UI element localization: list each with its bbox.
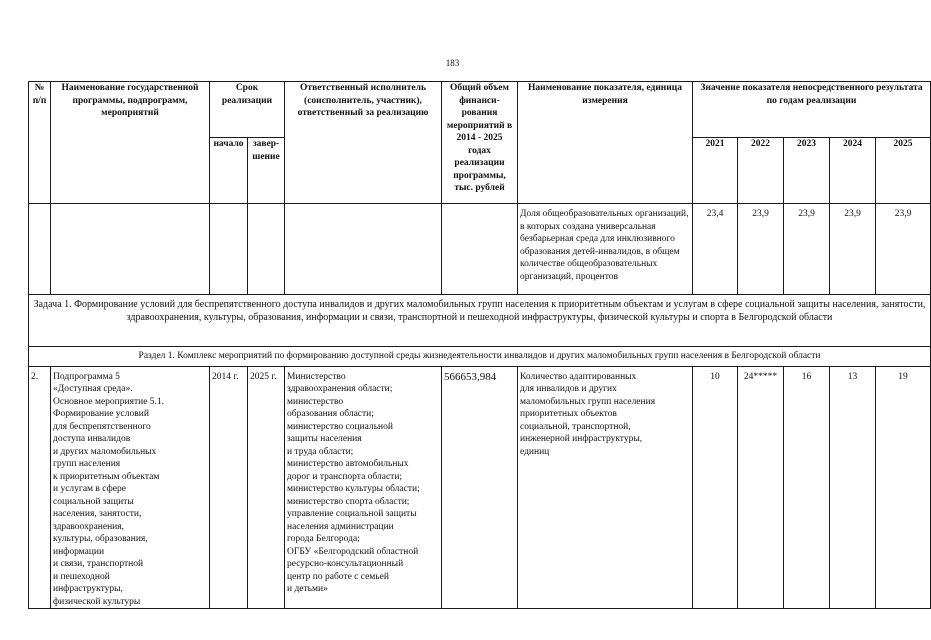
indicator-cell: Доля общеобразовательных организаций, в которых создана универсальная безбарьерная среда для инклюзивного образования детей-инвалидов, в общем количестве общеобразовательных организаций, процентов (518, 204, 693, 295)
header-executor: Ответственный исполнитель (соисполнитель, участник), ответственный за реализацию (285, 82, 442, 204)
empty-cell (248, 204, 285, 295)
empty-cell (285, 204, 442, 295)
executor-line: здравоохранения области; (287, 384, 393, 394)
measure-name-line: Подпрограмма 5 (53, 371, 120, 382)
executor-line: и труда области; (287, 446, 354, 457)
executor-line: министерство автомобильных (287, 459, 409, 469)
executor-line: министерство социальной (287, 421, 393, 432)
table-row (29, 204, 931, 295)
value-cell: 23,9 (830, 204, 876, 295)
header-row-1 (29, 82, 931, 138)
value-cell: 19 (876, 366, 931, 609)
executor-line: защиты населения (287, 434, 362, 444)
measure-name-line: и услугам в сфере (53, 484, 126, 494)
indicator-line: Количество адаптированных (520, 371, 637, 382)
indicator-cell (518, 366, 693, 609)
value-cell: 10 (693, 366, 738, 609)
empty-cell (51, 204, 210, 295)
value-cell: 23,9 (738, 204, 784, 295)
start-year-cell: 2014 г. (210, 366, 248, 609)
header-year: 2025 (876, 138, 931, 204)
measure-name-line: доступа инвалидов (53, 434, 131, 444)
header-name: Наименование государственной программы, подпрограмм, мероприятий (51, 82, 210, 204)
value-cell: 13 (830, 366, 876, 609)
executor-line: Министерство (287, 371, 346, 382)
header-end: завер-шение (248, 138, 285, 204)
measure-name-line: и связи, транспортной (53, 559, 144, 569)
section-heading: Раздел 1. Комплекс мероприятий по формированию доступной среды жизнедеятельности инвалидов и других маломобильных групп населения в Белгородской области (29, 347, 931, 367)
end-year-cell: 2025 г. (248, 366, 285, 609)
measure-name-line: и пешеходной (53, 571, 110, 582)
measure-name-cell (51, 366, 210, 609)
measure-name-line: культуры, образования, (53, 534, 148, 544)
measure-name-line: Формирование условий (53, 409, 149, 419)
table-row (29, 366, 931, 609)
value-cell: 23,9 (784, 204, 830, 295)
measure-name-line: к приоритетным объектам (53, 471, 160, 482)
measure-name-line: населения, занятости, (53, 509, 142, 519)
header-year: 2024 (830, 138, 876, 204)
page-number: 183 (445, 58, 460, 68)
indicator-line: для инвалидов и других (520, 384, 617, 394)
executor-line: города Белгорода; (287, 534, 360, 544)
section-row (29, 347, 931, 367)
task-row (29, 295, 931, 347)
measure-name-line: и других маломобильных (53, 446, 157, 457)
indicator-line: социальной, транспортной, (520, 421, 631, 432)
measure-name-line: групп населения (53, 459, 121, 469)
value-cell: 24***** (738, 366, 784, 609)
executor-line: образования области; (287, 409, 374, 419)
value-cell: 23,9 (876, 204, 931, 295)
indicator-line: маломобильных групп населения (520, 396, 656, 407)
volume-cell: 566653,984 (442, 366, 518, 609)
measure-name-line: физической культуры (53, 596, 141, 607)
executor-line: министерство (287, 396, 344, 407)
executor-line: центр по работе с семьей (287, 571, 389, 582)
executor-line: дорог и транспорта области; (287, 471, 403, 482)
empty-cell (29, 204, 51, 295)
executor-line: и детьми» (287, 584, 328, 594)
empty-cell (210, 204, 248, 295)
task-heading: Задача 1. Формирование условий для беспрепятственного доступа инвалидов и других маломобильных групп населения к приоритетным объектам и услугам в сфере социальной защиты населения, занятости, здравоохранения, культуры, образования, информации и связи, транспортной и пешеходной инфраструктуры, физической культуры и спорта в Белгородской области (29, 295, 931, 347)
executor-line: ОГБУ «Белгородский областной (287, 546, 419, 557)
measure-name-line: инфраструктуры, (53, 584, 123, 594)
header-year: 2022 (738, 138, 784, 204)
indicator-line: приоритетных объектов (520, 409, 617, 419)
measure-name-line: социальной защиты (53, 496, 134, 507)
measure-name-line: информации (53, 546, 105, 557)
indicator-line: единиц (520, 446, 550, 457)
executor-line: управление социальной защиты (287, 509, 417, 519)
header-indicator: Наименование показателя, единица измерения (518, 82, 693, 204)
measure-name-line: Основное мероприятие 5.1. (53, 396, 165, 407)
header-start: начало (210, 138, 248, 204)
empty-cell (442, 204, 518, 295)
header-year: 2023 (784, 138, 830, 204)
executor-line: ресурсно-консультационный (287, 559, 404, 569)
measure-name-line: «Доступная среда». (53, 384, 133, 394)
executor-cell (285, 366, 442, 609)
executor-line: населения администрации (287, 521, 394, 532)
program-table (28, 81, 931, 609)
header-term: Срок реализации (210, 82, 285, 138)
header-year: 2021 (693, 138, 738, 204)
indicator-line: инженерной инфраструктуры, (520, 434, 643, 444)
measure-name-line: для беспрепятственного (53, 421, 151, 432)
executor-line: министерство спорта области; (287, 496, 410, 507)
header-volume: Общий объем финанси-рования мероприятий в 2014 - 2025 годах реализации программы, тыс. рублей (442, 82, 518, 204)
header-values: Значение показателя непосредственного результата по годам реализации (693, 82, 931, 138)
executor-line: министерство культуры области; (287, 484, 420, 494)
header-no: № п/п (29, 82, 51, 204)
value-cell: 16 (784, 366, 830, 609)
value-cell: 23,4 (693, 204, 738, 295)
row-number: 2. (29, 366, 51, 609)
measure-name-line: здравоохранения, (53, 521, 124, 532)
